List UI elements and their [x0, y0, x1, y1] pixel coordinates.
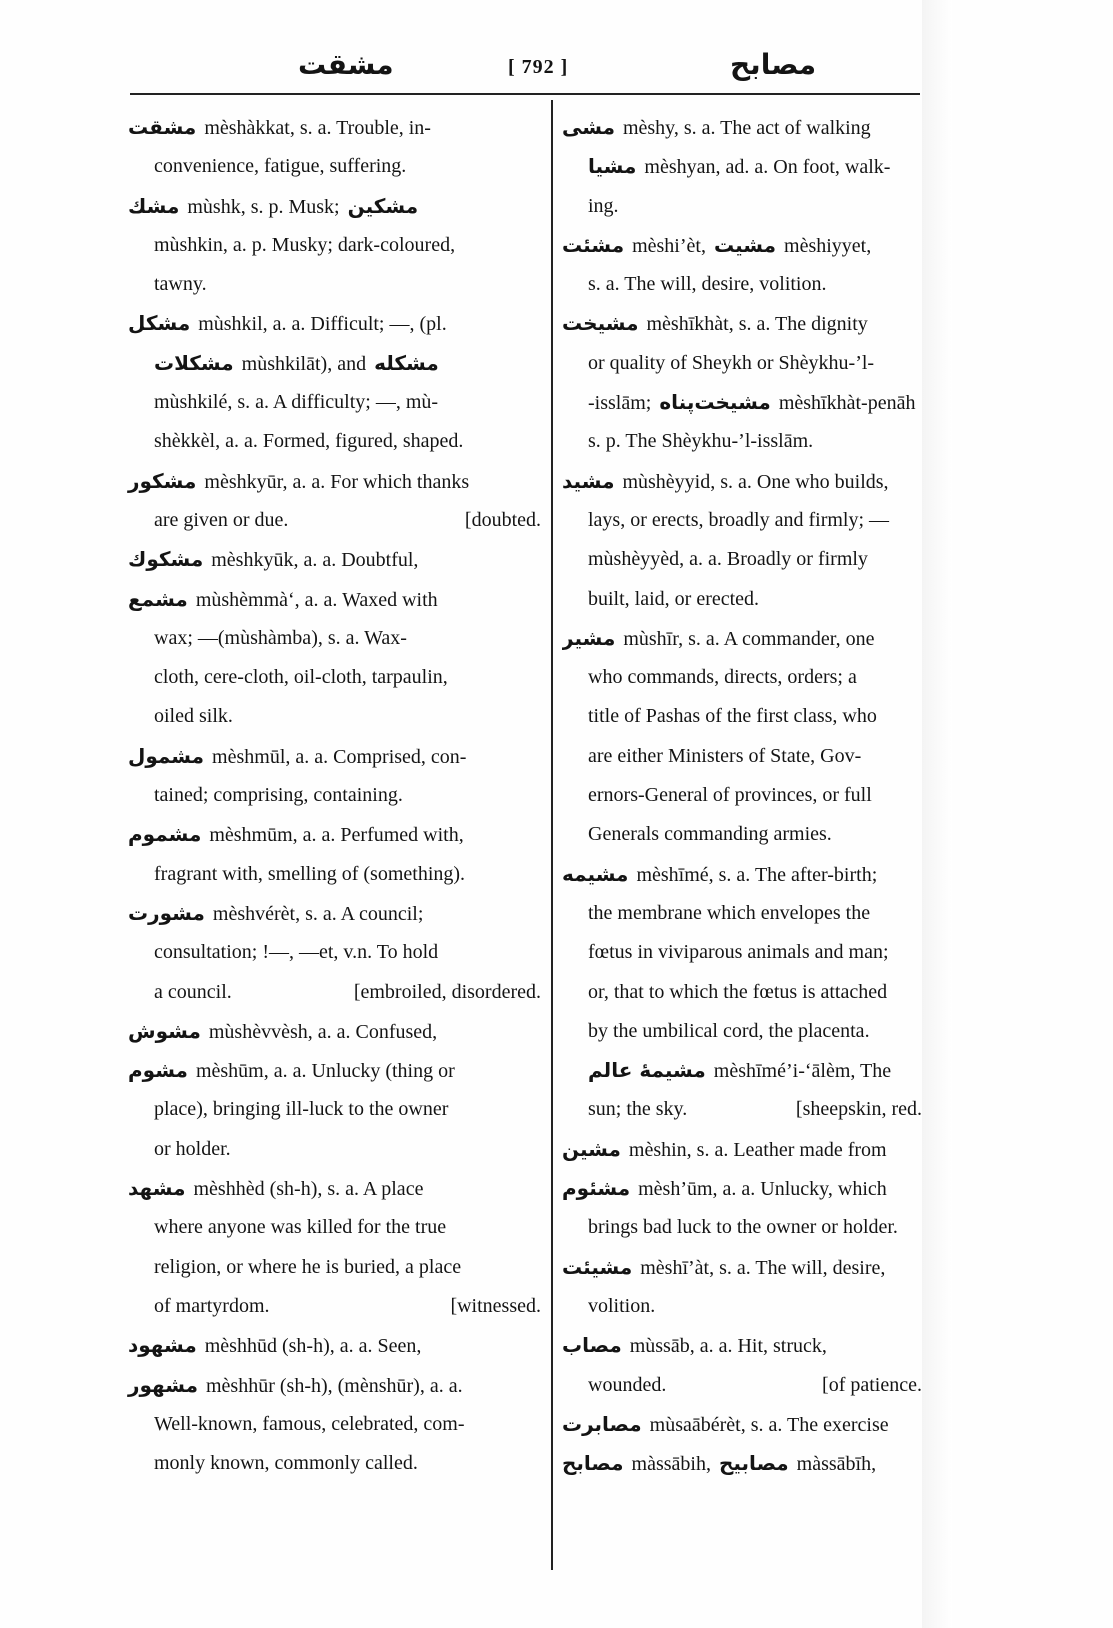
entry-text: mùshk, s. p. Musk; — [187, 195, 340, 218]
arabic-variant: مشیخت‌پناه — [659, 390, 771, 415]
entry-line — [562, 855, 922, 894]
entry-line — [128, 304, 541, 343]
entry-text: -isslām; — [588, 392, 652, 415]
entry-text: mùshkin, a. p. Musky; dark-coloured, — [154, 233, 456, 256]
entry-line — [562, 1444, 922, 1483]
column-divider — [551, 100, 553, 1570]
entry-line — [128, 422, 541, 461]
arabic-headword: مشیمه — [562, 861, 629, 886]
entry-text: mùssāb, a. a. Hit, struck, — [629, 1335, 827, 1358]
entry-line — [128, 540, 541, 579]
entry-line — [128, 344, 541, 383]
entry-line — [128, 933, 541, 972]
entry-line — [562, 894, 922, 933]
entry-line — [562, 1130, 922, 1169]
dictionary-entry — [562, 1326, 922, 1405]
arabic-headword: مشهور — [128, 1372, 198, 1397]
arabic-headword: مشكوك — [128, 547, 204, 572]
dictionary-entry — [128, 1169, 541, 1326]
entry-line — [128, 383, 541, 422]
entry-line — [562, 619, 922, 658]
entry-line — [562, 1012, 922, 1051]
entry-text: or quality of Sheykh or Shèykhu-’l- — [588, 351, 875, 374]
entry-text: mùshkilé, s. a. A difficulty; —, mù- — [154, 391, 439, 414]
entry-line — [562, 1287, 922, 1326]
entry-text: mèshūm, a. a. Unlucky (thing or — [195, 1060, 455, 1083]
entry-text-continued: màssābīh, — [796, 1453, 877, 1476]
entry-text: fœtus in viviparous animals and man; — [588, 941, 889, 964]
entry-text: volition. — [588, 1294, 656, 1317]
entry-line — [128, 619, 541, 658]
dictionary-entry — [562, 226, 922, 305]
dictionary-entry — [562, 855, 922, 1130]
entry-line — [562, 501, 922, 540]
arabic-headword: مصاب — [562, 1333, 622, 1358]
entry-line — [128, 1405, 541, 1444]
entry-text: built, laid, or erected. — [588, 587, 760, 610]
entry-text: mèshīkhàt, s. a. The dignity — [646, 313, 868, 336]
entry-text: cloth, cere-cloth, oil-cloth, tarpaulin, — [154, 666, 448, 689]
entry-line — [128, 776, 541, 815]
entry-line — [128, 973, 541, 1012]
entry-text: màssābih, — [631, 1453, 711, 1476]
entry-text-continued: mèshīkhàt-penāh — [778, 392, 916, 415]
entry-text: consultation; !—, —et, v.n. To hold — [154, 941, 439, 964]
entry-line — [128, 265, 541, 304]
arabic-variant: مشیت — [713, 232, 777, 257]
entry-text: mèshmūl, a. a. Comprised, con- — [212, 745, 467, 768]
entry-text: mùshkil, a. a. Difficult; —, (pl. — [198, 313, 447, 336]
entry-line — [128, 1444, 541, 1483]
entry-text: are given or due. — [154, 508, 289, 531]
entry-text: Well-known, famous, celebrated, com- — [154, 1412, 465, 1435]
entry-text: sun; the sky. — [588, 1098, 688, 1121]
page-number: [ 792 ] — [508, 56, 569, 78]
entry-text: a council. — [154, 980, 232, 1003]
entry-text: mèsh’ūm, a. a. Unlucky, which — [638, 1178, 887, 1201]
arabic-headword: مشكور — [128, 468, 197, 493]
entry-line — [128, 658, 541, 697]
entry-line — [562, 304, 922, 343]
arabic-headword: مشورت — [128, 900, 205, 925]
entry-line — [562, 776, 922, 815]
right-column — [562, 108, 922, 1483]
entry-text: s. p. The Shèykhu-’l-isslām. — [588, 430, 814, 453]
dictionary-entry — [128, 1012, 541, 1051]
entry-text: convenience, fatigue, suffering. — [154, 155, 407, 178]
entry-text: mèshhèd (sh-h), s. a. A place — [193, 1178, 424, 1201]
header-rule — [130, 93, 920, 95]
entry-text: who commands, directs, orders; a — [588, 666, 857, 689]
entry-text: or holder. — [154, 1137, 231, 1160]
entry-line — [562, 540, 922, 579]
entry-line — [562, 697, 922, 736]
entry-text: monly known, commonly called. — [154, 1452, 418, 1475]
entry-line — [128, 815, 541, 854]
entry-text: tained; comprising, containing. — [154, 784, 403, 807]
entry-text: mèshkyūr, a. a. For which thanks — [204, 470, 470, 493]
arabic-variant: مصابیح — [718, 1451, 789, 1476]
dictionary-entry — [562, 1405, 922, 1444]
dictionary-entry — [128, 1366, 541, 1484]
entry-text: fragrant with, smelling of (something). — [154, 862, 466, 885]
entry-text: where anyone was killed for the true — [154, 1216, 447, 1239]
entry-text: mèshhūd (sh-h), a. a. Seen, — [204, 1335, 422, 1358]
entry-text: brings bad luck to the owner or holder. — [588, 1216, 898, 1239]
arabic-headword: مشكل — [128, 311, 191, 336]
entry-text: mùshèmmà‘, a. a. Waxed with — [195, 588, 438, 611]
dictionary-entry — [562, 1444, 922, 1483]
dictionary-entry — [128, 815, 541, 894]
arabic-headword: مشی — [562, 115, 615, 139]
entry-text: or, that to which the fœtus is attached — [588, 980, 888, 1003]
entry-text: mèshīmé’i-‘ālèm, The — [713, 1060, 892, 1083]
dictionary-entry — [562, 1248, 922, 1327]
entry-text: mèshyan, ad. a. On foot, walk- — [644, 156, 891, 179]
entry-line — [562, 187, 922, 226]
arabic-headword: مشیخت — [562, 311, 639, 336]
entry-line — [128, 1326, 541, 1365]
entry-line — [128, 1051, 541, 1090]
entry-line — [128, 1090, 541, 1129]
entry-line — [562, 1366, 922, 1405]
header-right-arabic: مصابح — [730, 48, 817, 81]
dictionary-entry — [128, 540, 541, 579]
entry-text: by the umbilical cord, the placenta. — [588, 1019, 870, 1042]
arabic-headword: مشقت — [128, 115, 197, 139]
entry-line — [562, 1169, 922, 1208]
entry-line — [562, 422, 922, 461]
entry-text: mùshèyyèd, a. a. Broadly or firmly — [588, 548, 868, 571]
entry-text: mèshīmé, s. a. The after-birth; — [636, 863, 878, 886]
entry-text: mèshkyūk, a. a. Doubtful, — [211, 549, 419, 572]
entry-line — [562, 933, 922, 972]
runover-word: [doubted. — [464, 508, 541, 531]
arabic-headword: مشك — [128, 193, 180, 218]
dictionary-entry — [128, 187, 541, 305]
entry-line — [562, 1248, 922, 1287]
scan-edge-shadow — [922, 0, 952, 1628]
arabic-headword: مصابرت — [562, 1411, 642, 1436]
entry-text: mèshi’èt, — [632, 234, 706, 257]
entry-line — [128, 697, 541, 736]
arabic-variant: مشكين — [347, 193, 419, 218]
arabic-headword: مشئوم — [562, 1176, 631, 1201]
dictionary-entry — [128, 737, 541, 816]
entry-text: Generals commanding armies. — [588, 823, 832, 846]
entry-text: mèshī’àt, s. a. The will, desire, — [640, 1256, 886, 1279]
entry-line — [562, 580, 922, 619]
dictionary-entry — [128, 462, 541, 541]
entry-text: mùshkilāt), and — [241, 352, 367, 375]
entry-line — [562, 1405, 922, 1444]
entry-text: mèshvérèt, s. a. A council; — [212, 902, 424, 925]
entry-text: ing. — [588, 194, 619, 217]
entry-line — [128, 1287, 541, 1326]
entry-line — [562, 383, 922, 422]
entry-line — [128, 580, 541, 619]
entry-text: wounded. — [588, 1373, 667, 1396]
entry-line — [128, 462, 541, 501]
arabic-headword: مشموم — [128, 822, 202, 847]
arabic-variant: مشكله — [374, 350, 439, 375]
entry-line — [128, 501, 541, 540]
arabic-headword: مشكلات — [154, 350, 234, 375]
runover-word: [witnessed. — [450, 1294, 541, 1317]
entry-line — [562, 815, 922, 854]
entry-text: mèshy, s. a. The act of walking — [622, 117, 871, 139]
entry-line — [128, 737, 541, 776]
entry-line — [562, 1051, 922, 1090]
dictionary-entry — [562, 147, 922, 226]
entry-text: title of Pashas of the first class, who — [588, 705, 877, 728]
dictionary-entry — [562, 304, 922, 461]
entry-text: are either Ministers of State, Gov- — [588, 744, 862, 767]
page-header — [130, 46, 920, 92]
entry-text: place), bringing ill-luck to the owner — [154, 1098, 449, 1121]
dictionary-entry — [128, 894, 541, 1012]
entry-text: mùsaābérèt, s. a. The exercise — [649, 1413, 889, 1436]
entry-line — [562, 265, 922, 304]
dictionary-entry — [128, 108, 541, 187]
entry-line — [562, 462, 922, 501]
entry-line — [128, 226, 541, 265]
entry-line — [562, 226, 922, 265]
runover-word: [sheepskin, red. — [795, 1098, 922, 1121]
entry-text: lays, or erects, broadly and firmly; — — [588, 508, 890, 531]
entry-line — [128, 1169, 541, 1208]
entry-text: mùshīr, s. a. A commander, one — [623, 627, 875, 650]
entry-line — [128, 108, 541, 147]
entry-text: mèshmūm, a. a. Perfumed with, — [209, 824, 464, 847]
arabic-headword: مشمع — [128, 586, 188, 611]
arabic-headword: مشئت — [562, 232, 625, 257]
dictionary-entry — [128, 1051, 541, 1169]
entry-line — [562, 658, 922, 697]
arabic-headword: مشین — [562, 1136, 621, 1161]
entry-text: wax; —(mùshàmba), s. a. Wax- — [154, 626, 407, 649]
entry-line — [128, 1208, 541, 1247]
dictionary-entry — [128, 1326, 541, 1365]
arabic-headword: مصابح — [562, 1451, 624, 1476]
arabic-headword: مشوم — [128, 1058, 188, 1083]
entry-line — [128, 187, 541, 226]
dictionary-entry — [562, 1130, 922, 1169]
entry-text: mèshin, s. a. Leather made from — [628, 1138, 887, 1161]
arabic-headword: مشهود — [128, 1333, 197, 1358]
arabic-headword: مشیا — [588, 154, 637, 179]
arabic-headword: مشیر — [562, 625, 616, 650]
entry-text: mùshèvvèsh, a. a. Confused, — [208, 1020, 438, 1043]
arabic-headword: مشمول — [128, 743, 205, 768]
entry-line — [128, 1366, 541, 1405]
entry-line — [562, 737, 922, 776]
arabic-headword: مشهد — [128, 1176, 186, 1201]
runover-word: [embroiled, disordered. — [353, 980, 541, 1003]
arabic-headword: مشید — [562, 468, 615, 493]
dictionary-entry — [562, 1169, 922, 1248]
entry-line — [128, 1248, 541, 1287]
entry-text: religion, or where he is buried, a place — [154, 1255, 462, 1278]
entry-line — [562, 1208, 922, 1247]
dictionary-entry — [562, 619, 922, 855]
entry-text: the membrane which envelopes the — [588, 901, 871, 924]
entry-line — [562, 1326, 922, 1365]
entry-line — [128, 855, 541, 894]
entry-line — [128, 147, 541, 186]
entry-text: ernors-General of provinces, or full — [588, 784, 872, 807]
entry-text: mèshàkkat, s. a. Trouble, in- — [204, 117, 431, 139]
entry-text: oiled silk. — [154, 705, 233, 728]
arabic-headword: مشیمهٔ عالم — [588, 1058, 706, 1083]
left-column — [128, 108, 541, 1483]
dictionary-entry — [562, 462, 922, 619]
header-left-arabic: مشقت — [298, 48, 394, 81]
entry-text: mùshèyyid, s. a. One who builds, — [622, 470, 889, 493]
entry-line — [128, 1012, 541, 1051]
arabic-headword: مشوش — [128, 1018, 201, 1043]
dictionary-entry — [562, 108, 922, 147]
entry-text: tawny. — [154, 273, 207, 296]
runover-word: [of patience. — [822, 1373, 922, 1396]
entry-line — [128, 1130, 541, 1169]
entry-line — [562, 973, 922, 1012]
entry-line — [562, 108, 922, 147]
entry-line — [128, 894, 541, 933]
entry-line — [562, 1090, 922, 1129]
entry-text: shèkkèl, a. a. Formed, figured, shaped. — [154, 430, 464, 453]
arabic-headword: مشیئت — [562, 1254, 633, 1279]
entry-line — [562, 147, 922, 186]
entry-text-continued: mèshiyyet, — [784, 234, 872, 257]
entry-line — [562, 344, 922, 383]
dictionary-entry — [128, 580, 541, 737]
entry-text: of martyrdom. — [154, 1294, 270, 1317]
entry-text: mèshhūr (sh-h), (mènshūr), a. a. — [206, 1374, 463, 1397]
entry-text: s. a. The will, desire, volition. — [588, 273, 827, 296]
dictionary-entry — [128, 304, 541, 461]
